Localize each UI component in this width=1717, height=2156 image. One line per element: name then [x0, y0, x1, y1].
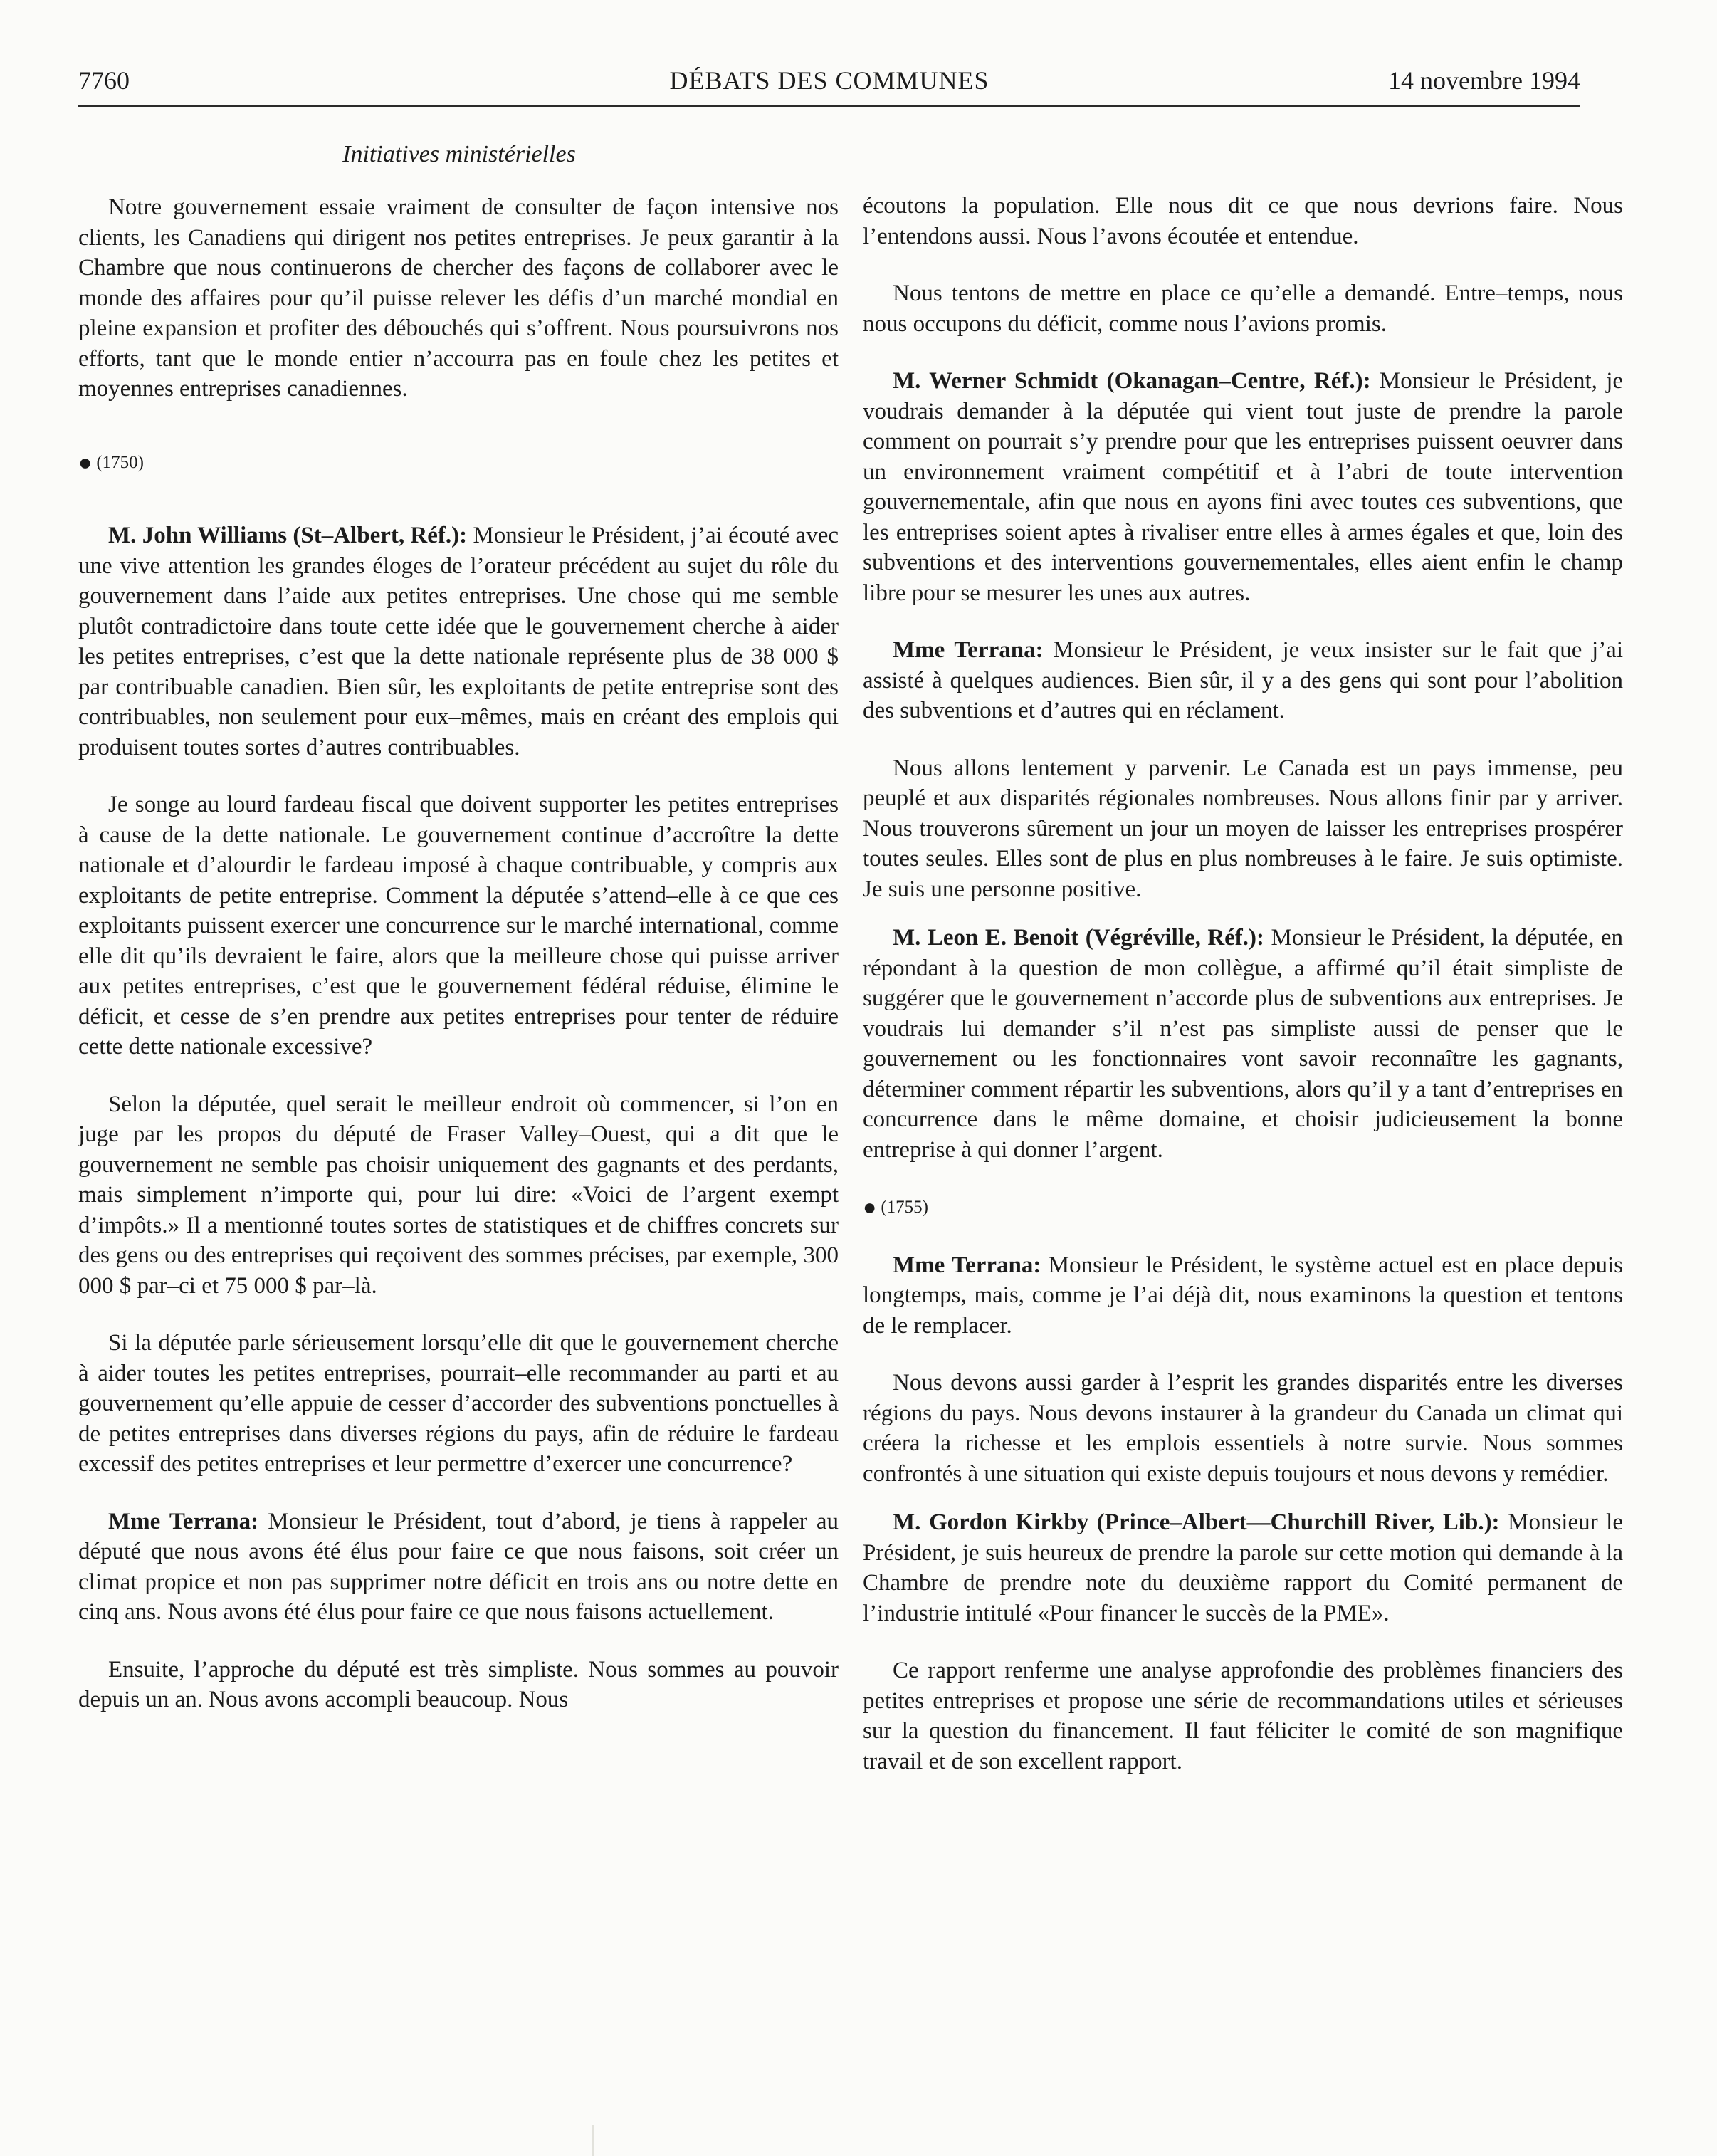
time-label: (1755) [881, 1198, 928, 1217]
paragraph: Nous allons lentement y parvenir. Le Canada est un pays immense, peu peuplé et aux disparités régionales nombreuses. Nous allons finir par y arriver. Nous trouverons sûrement un jour un moyen de laisser les entreprises prospérer toutes seules. Elles sont de plus en plus nombreuses à le faire. Je suis optimiste. Je suis une personne positive. [863, 755, 1623, 902]
speaker-name: M. John Williams (St–Albert, Réf.): [108, 523, 468, 548]
section-title: Initiatives ministérielles [342, 141, 576, 167]
speech-text: Monsieur le Président, j’ai écouté avec une vive attention les grandes éloges de l’orateur précédent au sujet du rôle du gouvernement dans l’aide aux petites entreprises. Une chose qui me semble plutôt contradictoire dans toute cette idée que le gouvernement cherche à aider les petites entreprises, c’est que la dette nationale représente plus de 38 000 $ par contribuable canadien. Bien sûr, les exploitants de petite entreprise sont des contribuables, non seulement pour eux–mêmes, mais en créant des emplois qui produisent toutes sortes d’autres contribuables. [78, 523, 839, 760]
page-number: 7760 [78, 66, 130, 95]
speech-text: Monsieur le Président, je suis heureux de prendre la parole sur cette motion qui demande à la Chambre de prendre note du deuxième rapport du Comité permanent de l’industrie intitulé «Pour financer le succès de la PME». [863, 1509, 1623, 1626]
intervention [78, 520, 839, 763]
speaker-name: Mme Terrana: [893, 637, 1044, 663]
paragraph: Selon la députée, quel serait le meilleur endroit où commencer, si l’on en juge par les propos du député de Fraser Valley–Ouest, qui a dit que le gouvernement ne semble pas choisir uniquement des gagnants et des perdants, mais simplement n’importe qui, pour lui dire: «Voici de l’argent exempt d’impôts.» Il a mentionné toutes sortes de statistiques et de chiffres concrets sur des gens ou des entreprises qui reçoivent des sommes précises, par exemple, 300 000 $ par–ci et 75 000 $ par–là. [78, 1091, 839, 1299]
time-marker [863, 1192, 1623, 1223]
speaker-name: Mme Terrana: [893, 1252, 1041, 1278]
bullet-icon: ● [78, 449, 93, 475]
speaker-name: M. Werner Schmidt (Okanagan–Centre, Réf.): [893, 368, 1371, 394]
speaker-name: M. Gordon Kirkby (Prince–Albert—Churchill River, Lib.): [893, 1509, 1500, 1535]
intervention [863, 366, 1623, 608]
time-label: (1750) [96, 452, 144, 472]
paragraph: Si la députée parle sérieusement lorsqu’elle dit que le gouvernement cherche à aider toutes les petites entreprises, pourrait–elle recommander au parti et au gouvernement qu’elle appuie de cesser d’accorder des subventions ponctuelles à de petites entreprises dans diverses régions du pays, afin de réduire le fardeau excessif des petites entreprises et leur permettre d’exercer une concurrence? [78, 1330, 839, 1477]
paragraph: Nous devons aussi garder à l’esprit les grandes disparités entre les diverses régions du pays. Nous devons instaurer à la grandeur du Canada un climat qui créera la richesse et les emplois essentiels à notre survie. Nous sommes confrontés à une situation qui existe depuis toujours et nous devons y remédier. [863, 1370, 1623, 1487]
bullet-icon: ● [863, 1194, 877, 1220]
intervention [863, 1507, 1623, 1628]
time-marker [78, 447, 839, 478]
publication-title: DÉBATS DES COMMUNES [669, 66, 989, 95]
page-date: 14 novembre 1994 [1388, 66, 1580, 95]
intervention [78, 1507, 839, 1628]
paragraph: Ce rapport renferme une analyse approfondie des problèmes financiers des petites entreprises et propose une série de recommandations utiles et sérieuses sur la question du financement. Il faut féliciter le comité de son magnifique travail et de son excellent rapport. [863, 1658, 1623, 1774]
page-fold-mark [592, 2125, 594, 2156]
paragraph: Nous tentons de mettre en place ce qu’elle a demandé. Entre–temps, nous nous occupons du déficit, comme nous l’avions promis. [863, 281, 1623, 337]
speech-text: Monsieur le Président, je veux insister sur le fait que j’ai assisté à quelques audiences. Bien sûr, il y a des gens qui sont pour l’abolition des subventions et d’autres qui en réclament. [863, 637, 1623, 723]
intervention [863, 923, 1623, 1165]
left-column [78, 192, 839, 1715]
paragraph: Je songe au lourd fardeau fiscal que doivent supporter les petites entreprises à cause de la dette nationale. Le gouvernement continue d’accroître la dette nationale et d’alourdir le fardeau imposé à chaque contribuable, y compris aux exploitants de petite entreprise. Comment la députée s’attend–elle à ce que ces exploitants puissent exercer une concurrence sur le marché international, comme elle dit qu’ils devraient le faire, alors que la meilleure chose qui puisse arriver aux petites entreprises, c’est que le gouvernement fédéral réduise, élimine le déficit, et cesse de s’en prendre aux petites entreprises pour tenter de réduire cette dette nationale excessive? [78, 792, 839, 1059]
paragraph: Notre gouvernement essaie vraiment de consulter de façon intensive nos clients, les Canadiens qui dirigent nos petites entreprises. Je peux garantir à la Chambre que nous continuerons de chercher des façons de collaborer avec le monde des affaires pour qu’il puisse relever les défis d’un marché mondial en pleine expansion et profiter des débouchés qui s’offrent. Nous poursuivrons nos efforts, tant que le monde entier n’accourra pas en foule chez les petites et moyennes entreprises canadiennes. [78, 194, 839, 402]
speech-text: Monsieur le Président, la députée, en répondant à la question de mon collègue, a affirmé qu’il était simpliste de suggérer que le gouvernement n’accorde plus de subventions aux entreprises. Je voudrais lui demander s’il n’est pas simpliste aussi de penser que le gouvernement ou les fonctionnaires vont savoir reconnaître les gagnants, déterminer comment répartir les subventions, alors qu’il y a tant d’entreprises en concurrence dans le même domaine, et choisir judicieusement la bonne entreprise à qui donner l’argent. [863, 925, 1623, 1163]
speaker-name: Mme Terrana: [108, 1508, 259, 1534]
speech-text: Monsieur le Président, je voudrais demander à la députée qui vient tout juste de prendre la parole comment on pourrait s’y prendre pour que les entreprises puissent oeuvrer dans un environnement vraiment compétitif et à l’abri de toute intervention gouvernementale, afin que nous en ayons fini avec toutes ces subventions, que les entreprises soient aptes à rivaliser entre elles à armes égales et que, loin des subventions et des interventions gouvernementales, elles aient enfin le champ libre pour se mesurer les unes aux autres. [863, 368, 1624, 606]
speaker-name: M. Leon E. Benoit (Végréville, Réf.): [893, 925, 1265, 951]
paragraph: Ensuite, l’approche du député est très simpliste. Nous sommes au pouvoir depuis un an. Nous avons accompli beaucoup. Nous [78, 1656, 839, 1712]
paragraph: écoutons la population. Elle nous dit ce que nous devrions faire. Nous l’entendons aussi. Nous l’avons écoutée et entendue. [863, 193, 1623, 249]
speech-text: Monsieur le Président, tout d’abord, je tiens à rappeler au député que nous avons été élus pour faire ce que nous faisons, soit créer un climat propice et non pas supprimer notre déficit en trois ans ou notre dette en cinq ans. Nous avons été élus pour faire ce que nous faisons actuellement. [78, 1508, 839, 1625]
intervention [863, 635, 1623, 726]
page-header [78, 66, 1580, 107]
right-column [863, 191, 1623, 1776]
speech-text: Monsieur le Président, le système actuel est en place depuis longtemps, mais, comme je l’ai déjà dit, nous examinons la question et tentons de le remplacer. [863, 1252, 1624, 1339]
intervention [863, 1250, 1623, 1341]
